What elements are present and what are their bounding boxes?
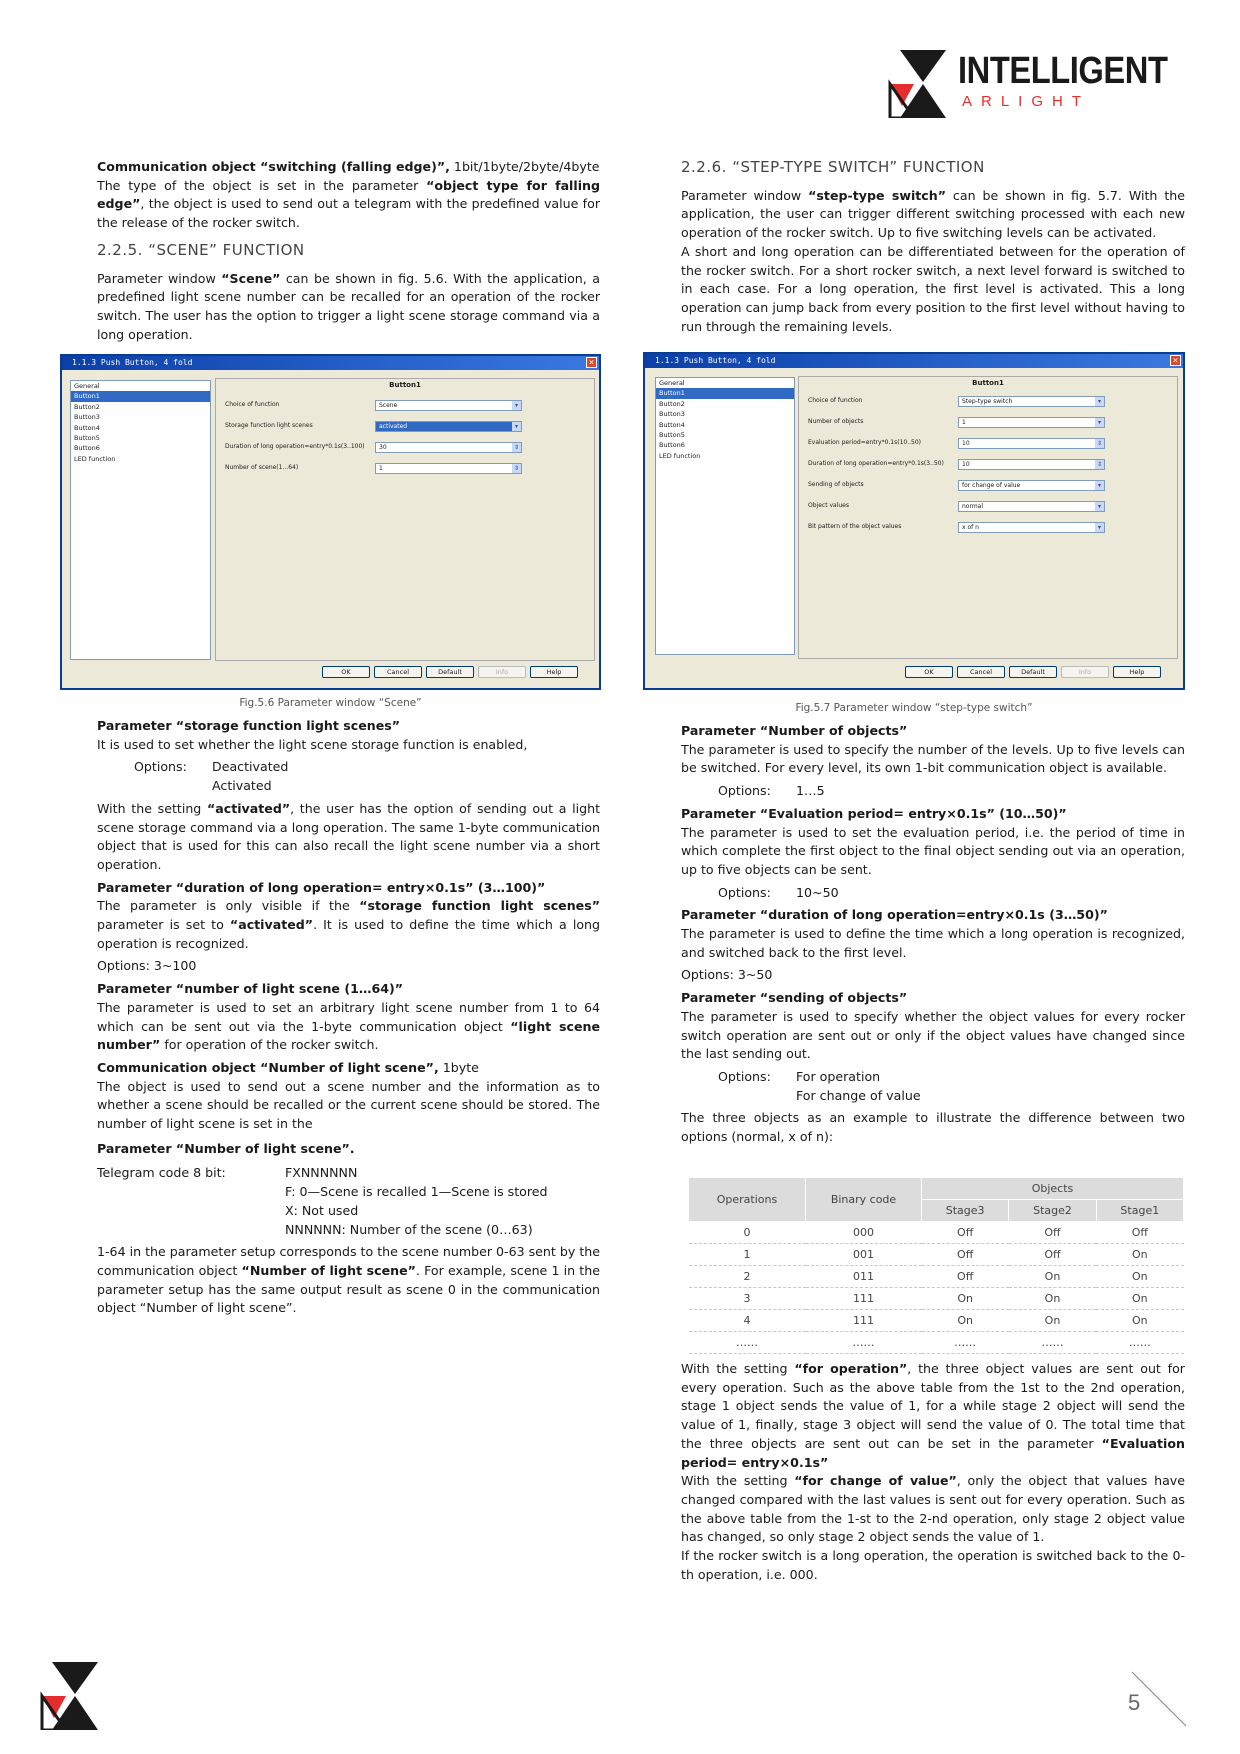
window-titlebar [62, 356, 599, 370]
parameter-field[interactable] [958, 459, 1105, 470]
param-duration-heading: Parameter “duration of long operation= entry×0.1s” (3…100)” [97, 879, 546, 895]
param-objects-heading: Parameter “Number of objects” [681, 723, 908, 738]
cancel-button[interactable]: Cancel [957, 666, 1005, 678]
activated-text: With the setting “activated”, the user has the option of sending out a light scene storage command via a long operation. The same 1-byte communication object that is used for this can also recall the light scene number via a short operation. [97, 800, 601, 872]
header-stage2: Stage2 [1009, 1200, 1096, 1222]
help-button[interactable]: Help [530, 666, 578, 678]
param-eval-options [718, 884, 1185, 903]
parameter-field[interactable] [958, 480, 1105, 491]
parameter-label: Number of objects [808, 418, 864, 425]
dropdown-arrow-icon[interactable]: ▾ [1095, 481, 1104, 490]
table-cell: On [1096, 1310, 1183, 1332]
param-number-heading: Parameter “number of light scene (1…64)” [97, 981, 404, 997]
parameter-label: Duration of long operation=entry*0.1s(3..50) [808, 460, 944, 467]
options-label: Options: [134, 759, 187, 775]
table-row [689, 1266, 1184, 1288]
device-tree [70, 380, 211, 660]
telegram-line: F: 0—Scene is recalled 1—Scene is stored [285, 1184, 548, 1200]
table-cell: 000 [806, 1222, 922, 1244]
table-row [689, 1222, 1184, 1244]
fig-5-7-caption: Fig.5.7 Parameter window “step-type switch” [795, 702, 1033, 714]
table-row [689, 1244, 1184, 1266]
dropdown-arrow-icon[interactable]: ▾ [1095, 523, 1104, 532]
device-tree [655, 377, 795, 655]
header-stage3: Stage3 [922, 1200, 1009, 1222]
parameter-label: Evaluation period=entry*0.1s(10..50) [808, 439, 922, 446]
info-button: Info [1061, 666, 1109, 678]
option-value: 10~50 [796, 884, 839, 900]
table-cell: Off [1096, 1222, 1183, 1244]
tree-item[interactable]: Button3 [659, 410, 685, 419]
tree-item[interactable]: Button3 [74, 413, 100, 422]
parameter-field[interactable] [375, 463, 522, 474]
table-cell: 3 [689, 1288, 806, 1310]
right-lower-text [681, 722, 1185, 1147]
parameter-field[interactable] [375, 400, 522, 411]
help-button[interactable]: Help [1113, 666, 1161, 678]
tree-item[interactable]: Button2 [74, 402, 100, 411]
brand-logo [888, 48, 1198, 118]
parameter-field[interactable] [375, 421, 522, 432]
parameter-value: x of n [962, 524, 979, 531]
comm-falling-text: The type of the object is set in the parameter “object type for falling edge”, the object is used to send out a telegram with the predefined value for the release of the rocker switch. [97, 177, 600, 231]
telegram-line: X: Not used [285, 1202, 359, 1218]
option-for-operation: For operation [796, 1068, 881, 1084]
tree-item[interactable]: Button5 [659, 431, 685, 440]
table-cell: 2 [689, 1266, 806, 1288]
parameter-label: Choice of function [225, 401, 280, 408]
three-objects-text: The three objects as an example to illustrate the difference between two options (normal, x of n): [681, 1110, 1185, 1145]
table-cell: 1 [689, 1244, 806, 1266]
table-cell: Off [1009, 1244, 1096, 1266]
parameter-label: Object values [808, 502, 849, 509]
default-button[interactable]: Default [1009, 666, 1057, 678]
param-objects-options [718, 782, 1185, 801]
tree-item[interactable]: Button4 [659, 420, 685, 429]
param-dur-text: The parameter is used to define the time which a long operation is recognized, and switched back to the first level. [681, 926, 1185, 960]
parameter-field[interactable] [958, 438, 1105, 449]
param-objects-text: The parameter is used to specify the number of the levels. Up to five levels can be switched. For every level, its own 1-bit communication object is available. [681, 741, 1185, 776]
table-cell: …… [689, 1332, 806, 1354]
telegram-line: FXNNNNNN [285, 1165, 358, 1181]
tree-item[interactable]: Button5 [74, 434, 100, 443]
header-objects: Objects [922, 1178, 1184, 1200]
param-storage-heading: Parameter “storage function light scenes” [97, 718, 401, 733]
parameter-value: activated [379, 423, 408, 430]
param-send-heading: Parameter “sending of objects” [681, 990, 908, 1006]
close-icon[interactable]: × [586, 357, 597, 368]
brand-logo-icon [888, 48, 948, 118]
param-send-options [718, 1068, 1185, 1105]
table-cell: On [922, 1310, 1009, 1332]
dropdown-arrow-icon[interactable]: ▾ [1095, 418, 1104, 427]
spinner-arrows-icon[interactable]: ⇕ [1096, 440, 1103, 447]
table-cell: 001 [806, 1244, 922, 1266]
param-number-text: The parameter is used to set an arbitrary light scene number from 1 to 64 which can be sent out via the 1-byte communication object “light scene number” for operation of the rocker switch. [97, 999, 600, 1053]
long-operation-text: If the rocker switch is a long operation, the operation is switched back to the 0-th operation, i.e. 000. [681, 1548, 1185, 1582]
info-button: Info [478, 666, 526, 678]
scene-mapping-text: 1-64 in the parameter setup corresponds to the scene number 0-63 sent by the communication object “Number of light scene”. For example, scene 1 in the parameter setup has the same output result as scene 0 in the communication object “Number of light scene”. [97, 1244, 600, 1316]
parameter-value: 30 [379, 444, 387, 451]
parameter-field[interactable] [958, 417, 1105, 428]
parameter-field[interactable] [958, 396, 1105, 407]
window-titlebar [645, 354, 1183, 368]
parameter-label: Choice of function [808, 397, 863, 404]
tree-item[interactable]: Button4 [74, 423, 100, 432]
option-for-change: For change of value [796, 1087, 921, 1103]
tree-item[interactable]: Button1 [71, 391, 210, 401]
options-label: Options: [718, 1068, 771, 1084]
table-cell: 0 [689, 1222, 806, 1244]
ok-button[interactable]: OK [322, 666, 370, 678]
parameter-label: Bit pattern of the object values [808, 523, 902, 530]
table-cell: Off [922, 1266, 1009, 1288]
option-activated: Activated [212, 778, 272, 794]
parameter-field[interactable] [958, 522, 1105, 533]
tree-item[interactable]: LED function [74, 454, 116, 463]
table-cell: On [1096, 1288, 1183, 1310]
options-label: Options: [718, 884, 771, 900]
tree-item[interactable]: General [659, 379, 685, 387]
scene-intro: Parameter window “Scene” can be shown in fig. 5.6. With the application, a predefined light scene number can be recalled for an operation of the rocker switch. The user has the option to trigger a light scene storage command via a long operation. [97, 270, 600, 342]
options-label: Options: [718, 783, 771, 799]
tree-item[interactable]: Button6 [74, 444, 100, 453]
table-cell: Off [922, 1222, 1009, 1244]
spinner-arrows-icon[interactable]: ⇕ [1096, 461, 1103, 468]
parameter-label: Storage function light scenes [225, 422, 313, 429]
ok-button[interactable]: OK [905, 666, 953, 678]
param-dur-heading: Parameter “duration of long operation=entry×0.1s (3…50)” [681, 907, 1108, 923]
window-title: 1.1.3 Push Button, 4 fold [655, 356, 776, 365]
option-value: 1…5 [796, 783, 825, 799]
table-cell: On [1009, 1266, 1096, 1288]
comm-number-heading: Communication object “Number of light scene”, 1byte [97, 1059, 479, 1075]
spinner-arrows-icon[interactable]: ⇕ [513, 444, 520, 451]
param-duration-options: Options: 3~100 [97, 958, 197, 974]
table-cell: On [1009, 1310, 1096, 1332]
dropdown-arrow-icon[interactable]: ▾ [512, 401, 521, 410]
param-eval-heading: Parameter “Evaluation period= entry×0.1s” (10…50)” [681, 805, 1067, 821]
parameter-field[interactable] [958, 501, 1105, 512]
param-send-text: The parameter is used to specify whether the object values for every rocker switch operation are sent out or only if the object values have changed since the last sending out. [681, 1008, 1185, 1062]
header-binary: Binary code [806, 1178, 922, 1222]
parameter-field[interactable] [375, 442, 522, 453]
comm-falling-heading: Communication object “switching (falling edge)”, 1bit/1byte/2byte/4byte [97, 159, 600, 174]
header-operations: Operations [689, 1178, 806, 1222]
parameter-value: 1 [379, 465, 383, 472]
header-stage1: Stage1 [1096, 1200, 1183, 1222]
panel-title: Button1 [972, 379, 1004, 387]
step-details: A short and long operation can be differentiated between for the operation of the rocker switch. For a short rocker switch, a next level forward is switched to in each case. For a long operation, the first level is activated. This a long operation can jump back from every position to the first level without having to run through the remaining levels. [681, 243, 1185, 334]
right-upper-text [681, 158, 1185, 336]
table-cell: …… [1009, 1332, 1096, 1354]
table-row [689, 1332, 1184, 1354]
table-cell: …… [1096, 1332, 1183, 1354]
brand-name: INTELLIGENT [958, 50, 1168, 92]
param-storage-options [134, 758, 600, 795]
table-cell: Off [922, 1244, 1009, 1266]
table-row [689, 1310, 1184, 1332]
left-upper-text [97, 158, 600, 344]
parameter-value: 1 [962, 419, 966, 426]
dropdown-arrow-icon[interactable]: ▾ [1095, 397, 1104, 406]
table-cell: 111 [806, 1310, 922, 1332]
table-cell: On [1096, 1266, 1183, 1288]
section-step-heading: 2.2.6. “STEP-TYPE SWITCH” FUNCTION [681, 158, 985, 176]
footer-logo-icon [40, 1660, 100, 1730]
parameter-value: Step-type switch [962, 398, 1013, 405]
objects-table [688, 1177, 1184, 1354]
parameter-value: 10 [962, 461, 970, 468]
table-cell: On [1096, 1244, 1183, 1266]
tree-item[interactable]: LED function [659, 451, 701, 460]
table-cell: On [922, 1288, 1009, 1310]
page-number: 5 [1128, 1690, 1141, 1715]
table-cell: …… [922, 1332, 1009, 1354]
option-deactivated: Deactivated [212, 759, 289, 775]
param-duration-text: The parameter is only visible if the “storage function light scenes” parameter is set to “activated”. It is used to define the time which a long operation is recognized. [97, 898, 600, 951]
scene-parameter-window [60, 354, 601, 690]
dropdown-arrow-icon[interactable]: ▾ [1095, 502, 1104, 511]
param-storage-text: It is used to set whether the light scene storage function is enabled, [97, 736, 528, 752]
for-change-text: With the setting “for change of value”, only the object that values have changed compared with the last values is sent out for every operation. Such as the above table from the 1-st to the 2-nd operation, only stage 2 object value has changed, so only stage 2 object sends the value of 1. [681, 1473, 1185, 1545]
parameter-value: Scene [379, 402, 398, 409]
table-cell: 111 [806, 1288, 922, 1310]
window-title: 1.1.3 Push Button, 4 fold [72, 358, 193, 367]
right-final-text [681, 1360, 1185, 1584]
parameter-label: Duration of long operation=entry*0.1s(3..100) [225, 443, 365, 450]
table-cell: On [1009, 1288, 1096, 1310]
section-scene-heading: 2.2.5. “SCENE” FUNCTION [97, 240, 305, 259]
spinner-arrows-icon[interactable]: ⇕ [513, 465, 520, 472]
parameter-label: Sending of objects [808, 481, 864, 488]
brand-sub: ARLIGHT [962, 93, 1091, 110]
telegram-code [97, 1164, 600, 1239]
step-parameter-window [643, 352, 1185, 690]
parameter-label: Number of scene(1...64) [225, 464, 299, 471]
parameter-value: normal [962, 503, 984, 510]
telegram-line: NNNNNN: Number of the scene (0…63) [285, 1221, 533, 1237]
left-lower-text [97, 717, 600, 1318]
dropdown-arrow-icon[interactable]: ▾ [512, 422, 521, 431]
tree-item[interactable]: Button1 [656, 388, 794, 398]
table-cell: 011 [806, 1266, 922, 1288]
table-cell: …… [806, 1332, 922, 1354]
table-cell: 4 [689, 1310, 806, 1332]
panel-title: Button1 [389, 381, 421, 389]
param-numls-heading: Parameter “Number of light scene”. [97, 1140, 355, 1156]
cancel-button[interactable]: Cancel [374, 666, 422, 678]
tree-item[interactable]: Button2 [659, 399, 685, 408]
default-button[interactable]: Default [426, 666, 474, 678]
table-row [689, 1288, 1184, 1310]
tree-item[interactable]: Button6 [659, 441, 685, 450]
parameter-value: for change of value [962, 482, 1021, 489]
close-icon[interactable]: × [1170, 355, 1181, 366]
parameter-value: 10 [962, 440, 970, 447]
param-eval-text: The parameter is used to set the evaluation period, i.e. the period of time in which complete the first object to the final object sending out via an operation, up to five objects can be sent. [681, 824, 1185, 877]
param-dur-options: Options: 3~50 [681, 967, 773, 983]
tree-item[interactable]: General [74, 382, 100, 390]
table-cell: Off [1009, 1222, 1096, 1244]
for-operation-text: With the setting “for operation”, the three object values are sent out for every operation. Such as the above table from the 1st to the 2nd operation, stage 1 object sends the value of 1, for a while stage 2 object will send the value of 1, finally, stage 3 object will send the value of 0. The total time that the three objects are sent out can be set in the parameter “Evaluation period= entry×0.1s” [681, 1361, 1185, 1470]
fig-5-6-caption: Fig.5.6 Parameter window “Scene” [239, 697, 422, 709]
telegram-label: Telegram code 8 bit: [97, 1165, 226, 1181]
comm-number-text: The object is used to send out a scene number and the information as to whether a scene should be recalled or the current scene should be stored. The number of light scene is set in the [97, 1078, 600, 1132]
step-intro: Parameter window “step-type switch” can be shown in fig. 5.7. With the application, the user can trigger different switching processed with each new operation of the rocker switch. Up to five switching levels can be activated. [681, 187, 1185, 241]
